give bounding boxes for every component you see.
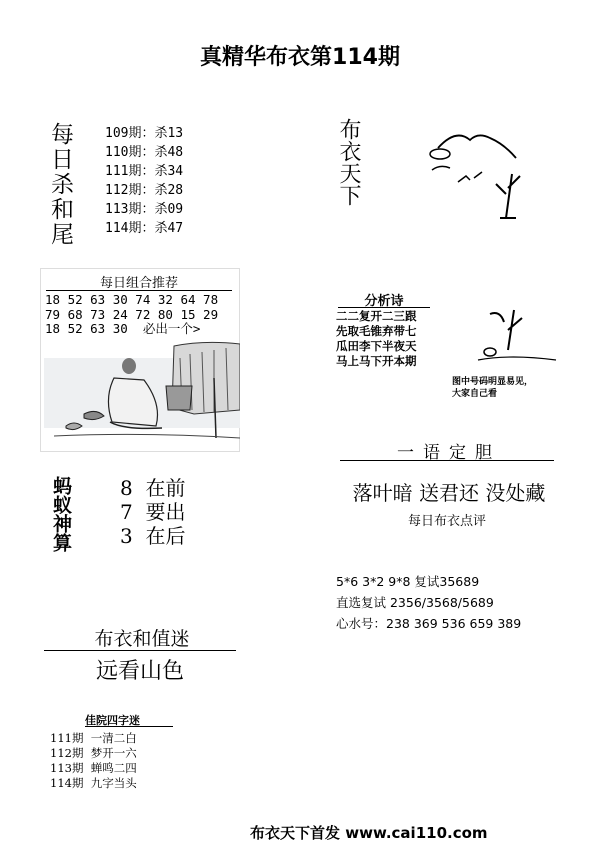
combo-row: 18 52 63 30 必出一个> xyxy=(45,321,201,336)
ant-god-row: 8 在前 xyxy=(120,476,186,500)
ant-god-label: 蚂蚁神算 xyxy=(50,476,72,552)
kill-tail-row: 114期：杀47 xyxy=(105,221,184,236)
branch-sketch xyxy=(470,300,560,370)
four-char-title: 佳院四字迷 xyxy=(85,714,140,727)
poem-line: 瓜田李下半夜天 xyxy=(336,339,417,353)
riddle-divider xyxy=(44,650,236,651)
kill-tail-row: 110期：杀48 xyxy=(105,145,184,160)
old-man-illustration xyxy=(44,338,240,448)
ant-god-row: 3 在后 xyxy=(120,524,186,548)
one-word-title: 一语定胆 xyxy=(397,443,501,463)
numbers-line-1: 5*6 3*2 9*8 复试35689 xyxy=(336,574,480,589)
kill-tail-label: 每日杀和尾 xyxy=(47,122,73,247)
poem-lines xyxy=(336,309,417,369)
daily-evaluation: 每日布衣点评 xyxy=(407,514,486,529)
ant-god-list xyxy=(120,476,185,548)
four-char-row: 111期 一清二白 xyxy=(50,731,137,745)
combo-row: 18 52 63 30 74 32 64 78 xyxy=(45,292,219,307)
one-word-phrase: 落叶暗 送君还 没处藏 xyxy=(352,481,546,505)
four-char-row: 113期 蝉鸣二四 xyxy=(50,761,137,775)
poem-title: 分析诗 xyxy=(364,294,404,309)
footer-credit: 布衣天下首发 www.cai110.com xyxy=(250,824,488,842)
kill-tail-row: 113期：杀09 xyxy=(105,202,184,217)
combo-numbers xyxy=(45,293,218,337)
combo-divider xyxy=(46,290,232,291)
four-char-divider xyxy=(85,726,173,727)
poem-divider xyxy=(338,307,430,308)
poem-note-line: 图中号码明显易见， xyxy=(452,377,534,387)
brand-vertical-heading: 布衣天下 xyxy=(336,118,361,206)
kill-tail-list xyxy=(105,124,183,238)
combo-row: 79 68 73 24 72 80 15 29 xyxy=(45,306,219,322)
riddle-answer: 远看山色 xyxy=(95,659,184,684)
four-char-row: 112期 梦开一六 xyxy=(50,746,137,760)
kill-tail-row: 112期：杀28 xyxy=(105,183,184,198)
numbers-line-2: 直选复试 2356/3568/5689 xyxy=(336,595,494,610)
four-char-row: 114期 九字当头 xyxy=(50,776,137,790)
four-char-list xyxy=(50,731,137,791)
poem-line: 二二复开二三跟 xyxy=(336,309,417,323)
riddle-title: 布衣和值迷 xyxy=(94,628,190,650)
poem-note-line: 大家自己看 xyxy=(452,389,498,399)
kill-tail-row: 111期：杀34 xyxy=(105,164,184,179)
ant-god-row: 7 要出 xyxy=(120,500,186,524)
poem-note xyxy=(452,376,533,400)
poem-line: 先取毛锥弃带七 xyxy=(336,324,417,338)
mountain-sketch xyxy=(408,118,556,230)
one-word-divider xyxy=(340,460,554,461)
page-title: 真精华布衣第114期 xyxy=(200,45,400,70)
numbers-line-3: 心水号：238 369 536 659 389 xyxy=(336,616,522,631)
combo-title: 每日组合推荐 xyxy=(99,276,178,291)
poem-line: 马上马下开本期 xyxy=(336,354,417,368)
kill-tail-row: 109期：杀13 xyxy=(105,126,184,141)
